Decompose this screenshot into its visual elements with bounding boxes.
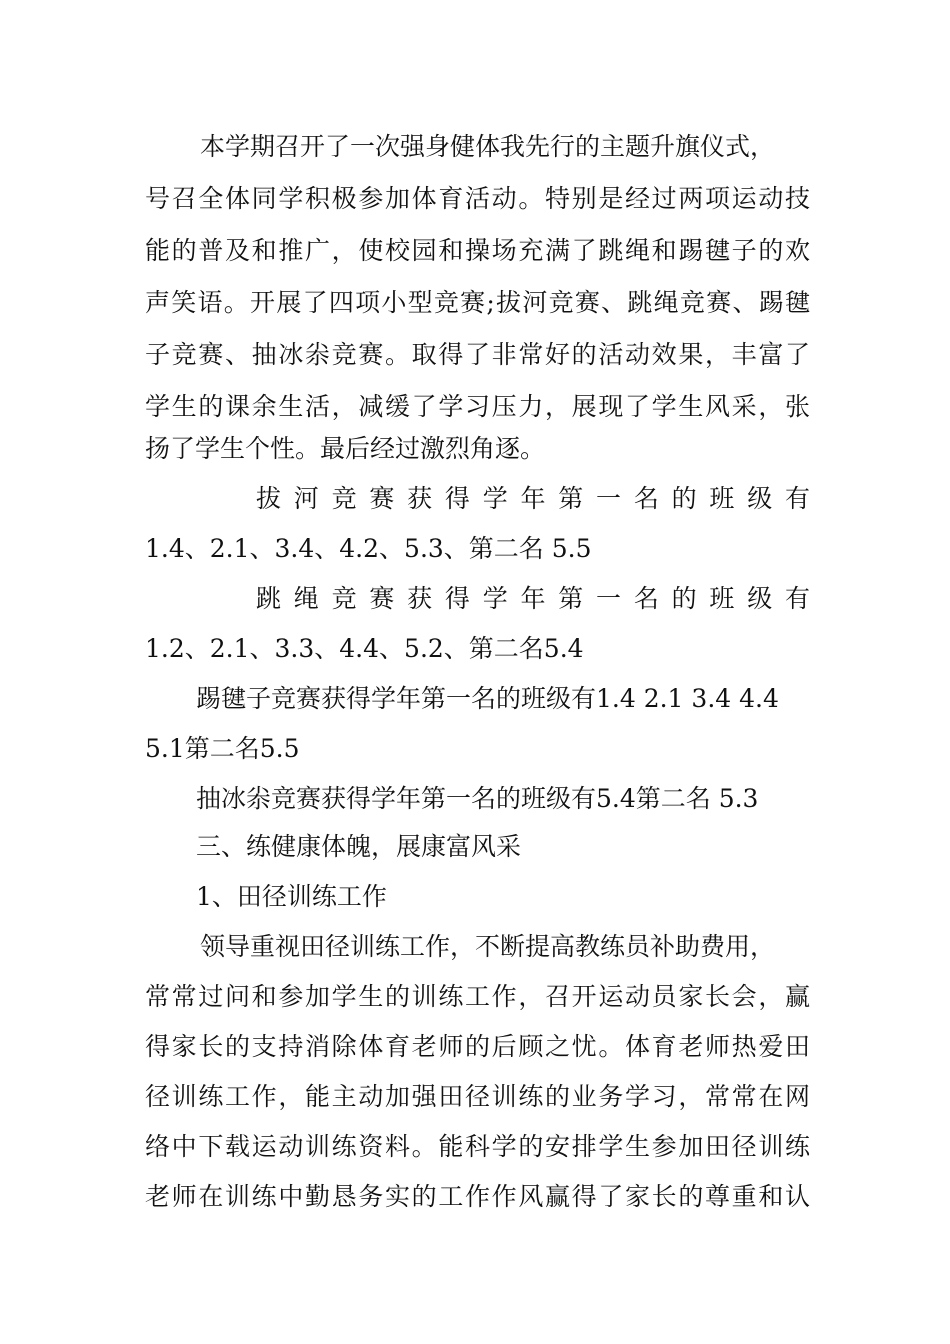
- subheading: 1、田径训练工作: [196, 882, 387, 911]
- paragraph-line: 得家长的支持消除体育老师的后顾之忧。体育老师热爱田: [145, 1032, 810, 1061]
- paragraph-line: 学生的课余生活，减缓了学习压力，展现了学生风采，张: [145, 392, 810, 421]
- shuttlecock-line: 踢毽子竞赛获得学年第一名的班级有1.4 2.1 3.4 4.4: [196, 684, 779, 713]
- paragraph-line: 络中下载运动训练资料。能科学的安排学生参加田径训练: [145, 1132, 810, 1161]
- paragraph-line: 本学期召开了一次强身健体我先行的主题升旗仪式，: [200, 132, 776, 161]
- rope-skipping-results: 1.2、2.1、3.3、4.4、5.2、第二名5.4: [145, 634, 584, 663]
- paragraph-line: 子竞赛、抽冰尜竞赛。取得了非常好的活动效果，丰富了: [145, 340, 810, 369]
- paragraph-line: 老师在训练中勤恳务实的工作作风赢得了家长的尊重和认: [145, 1182, 810, 1211]
- rope-skipping-line: 跳绳竞赛获得学年第一名的班级有: [256, 584, 810, 613]
- paragraph-line: 常常过问和参加学生的训练工作，召开运动员家长会，赢: [145, 982, 810, 1011]
- paragraph-line: 声笑语。开展了四项小型竞赛;拔河竞赛、跳绳竞赛、踢毽: [145, 288, 810, 317]
- ice-top-line: 抽冰尜竞赛获得学年第一名的班级有5.4第二名 5.3: [196, 784, 759, 813]
- paragraph-line: 领导重视田径训练工作，不断提高教练员补助费用，: [200, 932, 776, 961]
- shuttlecock-results: 5.1第二名5.5: [145, 734, 300, 763]
- tug-of-war-results: 1.4、2.1、3.4、4.2、5.3、第二名 5.5: [145, 534, 592, 563]
- paragraph-line: 能的普及和推广，使校园和操场充满了跳绳和踢毽子的欢: [145, 236, 810, 265]
- tug-of-war-line: 拔河竞赛获得学年第一名的班级有: [256, 484, 810, 513]
- paragraph-line: 号召全体同学积极参加体育活动。特别是经过两项运动技: [145, 184, 810, 213]
- section-heading: 三、练健康体魄，展康富风采: [196, 832, 522, 861]
- paragraph-line: 扬了学生个性。最后经过激烈角逐。: [145, 434, 546, 463]
- paragraph-line: 径训练工作，能主动加强田径训练的业务学习，常常在网: [145, 1082, 810, 1111]
